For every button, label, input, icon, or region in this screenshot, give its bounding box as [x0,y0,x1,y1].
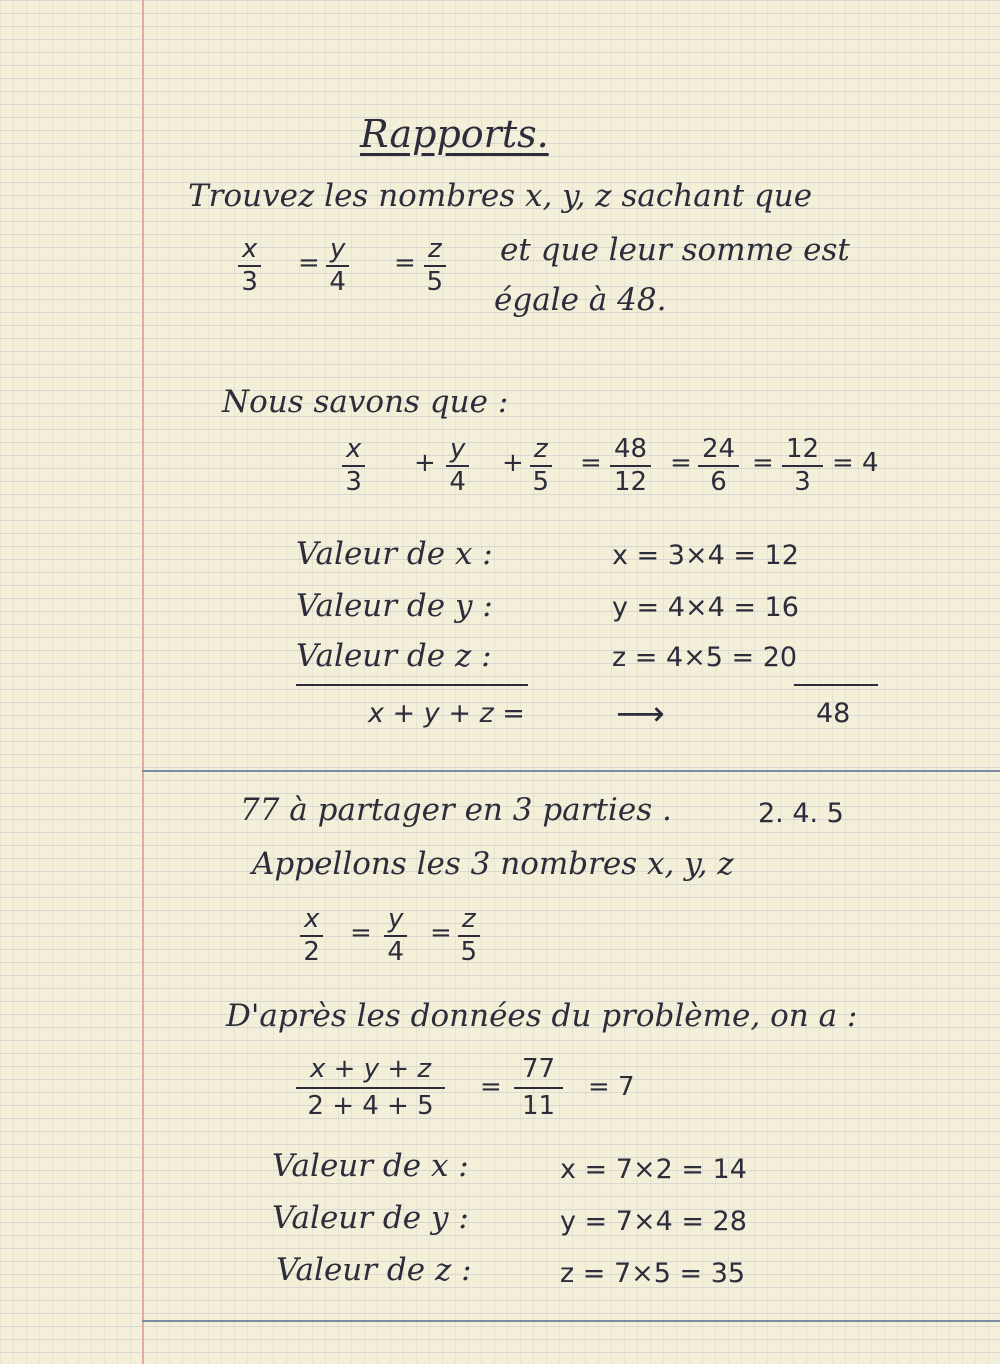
intro-text: Nous savons que : [222,384,509,420]
p1-ratio-z: $\frac{z}{5}$ [424,236,446,297]
p2-expr-z: z = 7×5 = 35 [560,1258,746,1289]
margin-line [142,0,144,1364]
plus-sign: + [414,448,436,478]
p1-expr-z: z = 4×5 = 20 [612,642,798,673]
p2-expr-y: y = 7×4 = 28 [560,1206,747,1237]
problem2-parts: 2. 4. 5 [758,798,844,829]
chain-frac-48-12: $\frac{48}{12}$ [610,436,651,497]
equals-sign: = [752,448,774,478]
p2-result: = 7 [588,1072,635,1102]
sum-label: x + y + z = [368,698,525,729]
equals-sign: = [430,918,452,948]
equals-sign: = [350,918,372,948]
equals-sign: = [298,248,320,278]
arrow-icon: ⟶ [616,694,665,734]
p2-big-frac: $\frac{x + y + z}{2 + 4 + 5}$ [296,1056,445,1121]
problem1-statement: Trouvez les nombres x, y, z sachant que [188,178,813,214]
section-divider [142,770,1000,772]
p1-ratio-x: $\frac{x}{3}$ [238,236,261,297]
chain-frac-12-3: $\frac{12}{3}$ [782,436,823,497]
p2-ratio-z: $\frac{z}{5}$ [458,906,480,967]
equals-sign: = [580,448,602,478]
total-underline [794,684,878,686]
p1-label-y: Valeur de y : [296,588,493,624]
page-title: Rapports. [360,112,549,156]
equals-sign: = [480,1072,502,1102]
problem2-statement: 77 à partager en 3 parties . [240,792,672,828]
p2-expr-x: x = 7×2 = 14 [560,1154,747,1185]
chain-frac-z: $\frac{z}{5}$ [530,436,552,497]
p2-label-x: Valeur de x : [272,1148,469,1184]
bottom-divider [142,1320,1000,1322]
problem2-intro: D'après les données du problème, on a : [226,998,858,1034]
p1-label-x: Valeur de x : [296,536,493,572]
p1-label-z: Valeur de z : [296,638,492,674]
p1-expr-y: y = 4×4 = 16 [612,592,799,623]
chain-result: = 4 [832,448,879,478]
p2-label-z: Valeur de z : [276,1252,472,1288]
p1-total: 48 [816,698,851,729]
p2-ratio-y: $\frac{y}{4}$ [384,906,407,967]
p2-frac-77-11: $\frac{77}{11}$ [514,1056,563,1121]
problem2-naming: Appellons les 3 nombres x, y, z [252,846,734,882]
equals-sign: = [394,248,416,278]
problem1-statement-tail: et que leur somme est [500,232,850,268]
p2-ratio-x: $\frac{x}{2}$ [300,906,323,967]
equals-sign: = [670,448,692,478]
p1-expr-x: x = 3×4 = 12 [612,540,799,571]
p1-ratio-y: $\frac{y}{4}$ [326,236,349,297]
chain-frac-24-6: $\frac{24}{6}$ [698,436,739,497]
plus-sign: + [502,448,524,478]
chain-frac-y: $\frac{y}{4}$ [446,436,469,497]
problem1-statement-end: égale à 48. [494,282,667,318]
p2-label-y: Valeur de y : [272,1200,469,1236]
chain-frac-x: $\frac{x}{3}$ [342,436,365,497]
sum-underline [296,684,528,686]
